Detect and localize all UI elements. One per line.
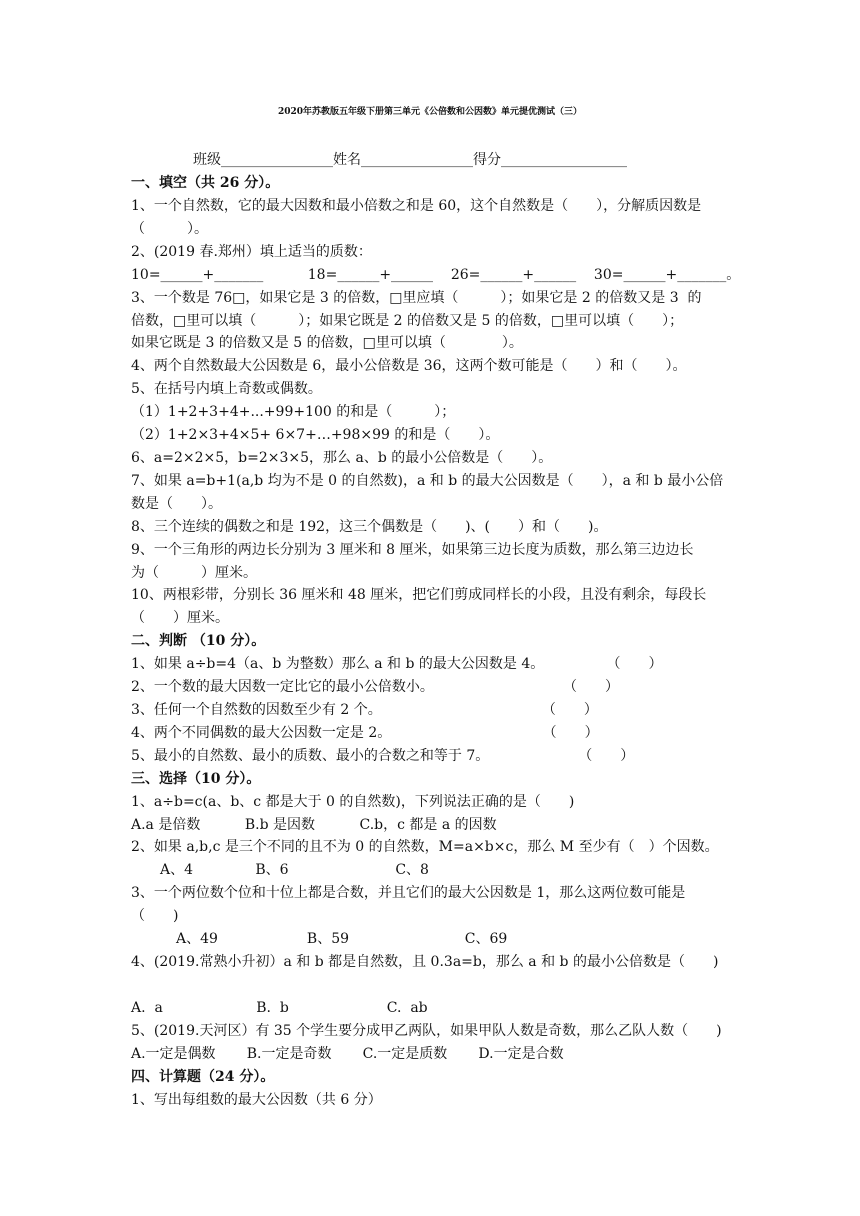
fill-question-9: 9、一个三角形的两边长分别为 3 厘米和 8 厘米，如果第三边长度为质数，那么第三边边长 — [131, 542, 694, 558]
fill-question-6: 6、a=2×2×5，b=2×3×5，那么 a、b 的最小公倍数是（ ）。 — [131, 450, 553, 466]
fill-question-4: 4、两个自然数最大公因数是 6，最小公倍数是 36，这两个数可能是（ ）和（ ）。 — [131, 358, 687, 374]
choice-question-3: 3、一个两位数个位和十位上都是合数，并且它们的最大公因数是 1，那么这两位数可能是 — [131, 885, 686, 901]
fill-question-3-cont: 倍数，□里可以填（ ）；如果它既是 2 的倍数又是 5 的倍数，□里可以填（ ）； — [131, 313, 684, 329]
judge-question-4: 4、两个不同偶数的最大公因数一定是 2。 （ ） — [131, 725, 599, 741]
choice-question-3-cont: （ ) — [131, 908, 179, 924]
fill-question-2: 2、(2019 春.郑州）填上适当的质数： — [131, 244, 372, 260]
choice-question-1: 1、a÷b=c(a、b、c 都是大于 0 的自然数)，下列说法正确的是（ ) — [131, 794, 575, 810]
document-title: 2020年苏教版五年级下册第三单元《公倍数和公因数》单元提优测试（三） — [277, 107, 583, 117]
choice-question-5-options: A.一定是偶数 B.一定是奇数 C.一定是质数 D.一定是合数 — [131, 1046, 564, 1062]
choice-question-1-options: A.a 是倍数 B.b 是因数 C.b，c 都是 a 的因数 — [131, 817, 497, 833]
fill-question-10-cont: （ ）厘米。 — [131, 610, 229, 626]
judge-question-3: 3、任何一个自然数的因数至少有 2 个。 （ ） — [131, 702, 598, 718]
section-heading-calc: 四、计算题（24 分）。 — [131, 1069, 275, 1085]
choice-question-5: 5、(2019.天河区）有 35 个学生要分成甲乙两队，如果甲队人数是奇数，那么乙队人数（ ) — [131, 1023, 722, 1039]
fill-question-5-part-2: （2）1+2×3+4×5+ 6×7+…+98×99 的和是（ ）。 — [131, 427, 500, 443]
choice-question-2: 2、如果 a,b,c 是三个不同的且不为 0 的自然数，M=a×b×c，那么 M 至少有（ ）个因数。 — [131, 839, 719, 855]
choice-question-3-options: A、49 B、59 C、69 — [176, 931, 508, 947]
choice-question-2-options: A、4 B、6 C、8 — [160, 862, 429, 878]
choice-question-4-options: A. a B. b C. ab — [131, 1000, 428, 1016]
calc-question-1: 1、写出每组数的最大公因数（共 6 分） — [131, 1092, 382, 1108]
fill-question-9-cont: 为（ ）厘米。 — [131, 565, 257, 581]
fill-question-10: 10、两根彩带，分别长 36 厘米和 48 厘米，把它们剪成同样长的小段，且没有剩余，每段长 — [131, 587, 707, 603]
fill-question-3-cont2: 如果它既是 3 的倍数又是 5 的倍数，□里可以填（ ）。 — [131, 335, 523, 351]
section-heading-fill: 一、填空（共 26 分）。 — [131, 175, 280, 191]
fill-question-1: 1、一个自然数，它的最大因数和最小倍数之和是 60，这个自然数是（ ），分解质因数是 — [131, 198, 702, 214]
fill-question-5-part-1: （1）1+2+3+4+...+99+100 的和是（ ）； — [131, 404, 456, 420]
section-heading-choice: 三、选择（10 分）。 — [131, 771, 261, 787]
judge-question-5: 5、最小的自然数、最小的质数、最小的合数之和等于 7。 （ ） — [131, 748, 635, 764]
fill-question-7-cont: 数是（ ）。 — [131, 496, 222, 512]
fill-question-3: 3、一个数是 76□，如果它是 3 的倍数，□里应填（ ）；如果它是 2 的倍数又是 3 的 — [131, 290, 702, 306]
judge-question-1: 1、如果 a÷b=4（a、b 为整数）那么 a 和 b 的最大公因数是 4。 （ ） — [131, 656, 663, 672]
section-heading-judge: 二、判断 （10 分）。 — [131, 633, 266, 649]
student-info-line: 班级________________姓名________________得分__________________ — [193, 152, 627, 168]
judge-question-2: 2、一个数的最大因数一定比它的最小公倍数小。 （ ） — [131, 679, 619, 695]
fill-question-7: 7、如果 a=b+1(a,b 均为不是 0 的自然数)，a 和 b 的最大公因数是（ ），a 和 b 最小公倍 — [131, 473, 724, 489]
fill-question-2-equations: 10=______+_______ 18=______+______ 26=______+______ 30=______+_______。 — [131, 267, 741, 283]
fill-question-5: 5、在括号内填上奇数或偶数。 — [131, 381, 322, 397]
choice-question-4: 4、(2019.常熟小升初）a 和 b 都是自然数，且 0.3a=b，那么 a 和 b 的最小公倍数是（ ) — [131, 954, 719, 970]
fill-question-8: 8、三个连续的偶数之和是 192，这三个偶数是（ )、( ）和（ )。 — [131, 519, 608, 535]
fill-question-1-cont: （ ）。 — [131, 221, 208, 237]
